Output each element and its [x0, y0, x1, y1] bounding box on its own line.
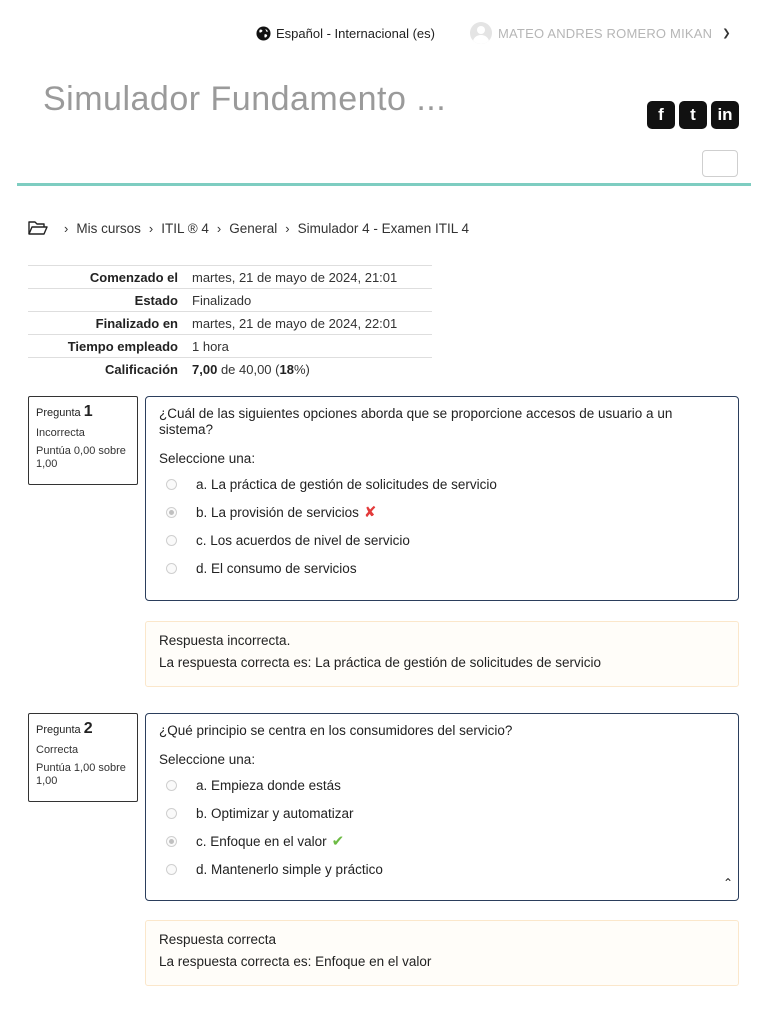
answer-option[interactable]: [159, 827, 725, 855]
table-row: [28, 358, 432, 381]
question-1-content: [145, 396, 739, 601]
table-row: [28, 312, 432, 335]
summary-label: Tiempo empleado: [28, 335, 186, 358]
question-number-value: 1: [83, 403, 93, 420]
question-1-feedback: [145, 621, 739, 687]
radio-button[interactable]: [166, 864, 177, 875]
attempt-summary-table: [28, 265, 432, 380]
answer-option[interactable]: [159, 554, 725, 582]
answer-option[interactable]: [159, 470, 725, 498]
question-state: Incorrecta: [36, 427, 85, 439]
grade-percent: 18: [279, 361, 294, 377]
table-row: [28, 335, 432, 358]
grade-value: [186, 358, 432, 381]
question-state: Correcta: [36, 744, 79, 756]
feedback-correct-answer: La respuesta correcta es: La práctica de gestión de solicitudes de servicio: [159, 655, 601, 670]
linkedin-icon[interactable]: in: [711, 101, 739, 129]
summary-label: Calificación: [28, 358, 186, 381]
radio-button[interactable]: [166, 507, 177, 518]
summary-value: Finalizado: [186, 289, 432, 312]
question-prompt: Seleccione una:: [159, 451, 256, 466]
option-label: d. Mantenerlo simple y práctico: [196, 861, 383, 877]
breadcrumb: [28, 220, 469, 236]
summary-label: Comenzado el: [28, 266, 186, 289]
breadcrumb-course[interactable]: ITIL ® 4: [161, 220, 209, 236]
radio-button[interactable]: [166, 808, 177, 819]
check-icon: ✔: [331, 833, 345, 850]
option-label: b. Optimizar y automatizar: [196, 805, 354, 821]
option-label: c. Enfoque en el valor: [196, 833, 327, 849]
folder-open-icon[interactable]: [28, 220, 48, 236]
radio-button[interactable]: [166, 535, 177, 546]
header-divider: [17, 183, 751, 186]
breadcrumb-separator: ›: [216, 220, 222, 236]
radio-button[interactable]: [166, 780, 177, 791]
option-label: c. Los acuerdos de nivel de servicio: [196, 532, 410, 548]
question-prefix: Pregunta: [36, 407, 81, 419]
twitter-icon[interactable]: t: [679, 101, 707, 129]
chevron-up-icon[interactable]: ⌃: [722, 876, 733, 890]
question-grade: Puntúa 1,00 sobre 1,00: [36, 762, 126, 787]
question-prompt: Seleccione una:: [159, 752, 256, 767]
breadcrumb-mis-cursos[interactable]: Mis cursos: [76, 220, 141, 236]
user-menu[interactable]: [470, 20, 731, 46]
breadcrumb-section[interactable]: General: [229, 220, 278, 236]
question-2-info: [28, 713, 138, 802]
summary-value: martes, 21 de mayo de 2024, 22:01: [186, 312, 432, 335]
radio-button[interactable]: [166, 563, 177, 574]
summary-label: Estado: [28, 289, 186, 312]
grade-of: de 40,00 (: [220, 361, 280, 377]
chevron-down-icon: ❯: [722, 27, 731, 39]
menu-toggle-button[interactable]: [702, 150, 738, 177]
summary-label: Finalizado en: [28, 312, 186, 335]
summary-value: 1 hora: [186, 335, 432, 358]
top-bar: [0, 20, 768, 46]
feedback-correct-answer: La respuesta correcta es: Enfoque en el valor: [159, 954, 432, 969]
question-2-content: [145, 713, 739, 901]
answer-option[interactable]: [159, 526, 725, 554]
question-number: [36, 403, 130, 421]
table-row: [28, 266, 432, 289]
feedback-status: Respuesta correcta: [159, 932, 277, 947]
breadcrumb-quiz[interactable]: Simulador 4 - Examen ITIL 4: [297, 220, 469, 236]
globe-icon: [256, 26, 271, 41]
option-label: a. Empieza donde estás: [196, 777, 341, 793]
question-prefix: Pregunta: [36, 724, 81, 736]
radio-button[interactable]: [166, 479, 177, 490]
answer-option[interactable]: [159, 855, 725, 883]
breadcrumb-separator: ›: [285, 220, 290, 236]
grade-score: 7,00: [192, 361, 218, 377]
answer-option[interactable]: [159, 771, 725, 799]
option-label: d. El consumo de servicios: [196, 560, 357, 576]
social-links: [647, 101, 739, 129]
option-label: a. La práctica de gestión de solicitudes de servicio: [196, 476, 497, 492]
site-title[interactable]: Simulador Fundamento ...: [43, 80, 447, 118]
language-menu[interactable]: [256, 26, 435, 41]
avatar: [470, 22, 492, 44]
incorrect-icon: ✘: [363, 504, 377, 521]
question-grade: Puntúa 0,00 sobre 1,00: [36, 445, 126, 470]
facebook-icon[interactable]: f: [647, 101, 675, 129]
question-number-value: 2: [83, 720, 93, 737]
feedback-status: Respuesta incorrecta.: [159, 633, 291, 648]
summary-value: martes, 21 de mayo de 2024, 21:01: [186, 266, 432, 289]
answer-option[interactable]: [159, 498, 725, 526]
grade-close: %): [293, 361, 310, 377]
question-text: ¿Cuál de las siguientes opciones aborda que se proporcione accesos de usuario a un sistema?: [159, 406, 673, 437]
answer-option[interactable]: [159, 799, 725, 827]
table-row: [28, 289, 432, 312]
radio-button[interactable]: [166, 836, 177, 847]
question-text: ¿Qué principio se centra en los consumidores del servicio?: [159, 723, 513, 738]
user-name: MATEO ANDRES ROMERO MIKAN: [498, 25, 713, 41]
option-label: b. La provisión de servicios: [196, 504, 359, 520]
question-number: [36, 720, 130, 738]
question-1-info: [28, 396, 138, 485]
language-label: Español - Internacional (es): [276, 26, 435, 41]
question-2-feedback: [145, 920, 739, 986]
breadcrumb-separator: ›: [148, 220, 154, 236]
breadcrumb-separator: ›: [64, 220, 69, 236]
